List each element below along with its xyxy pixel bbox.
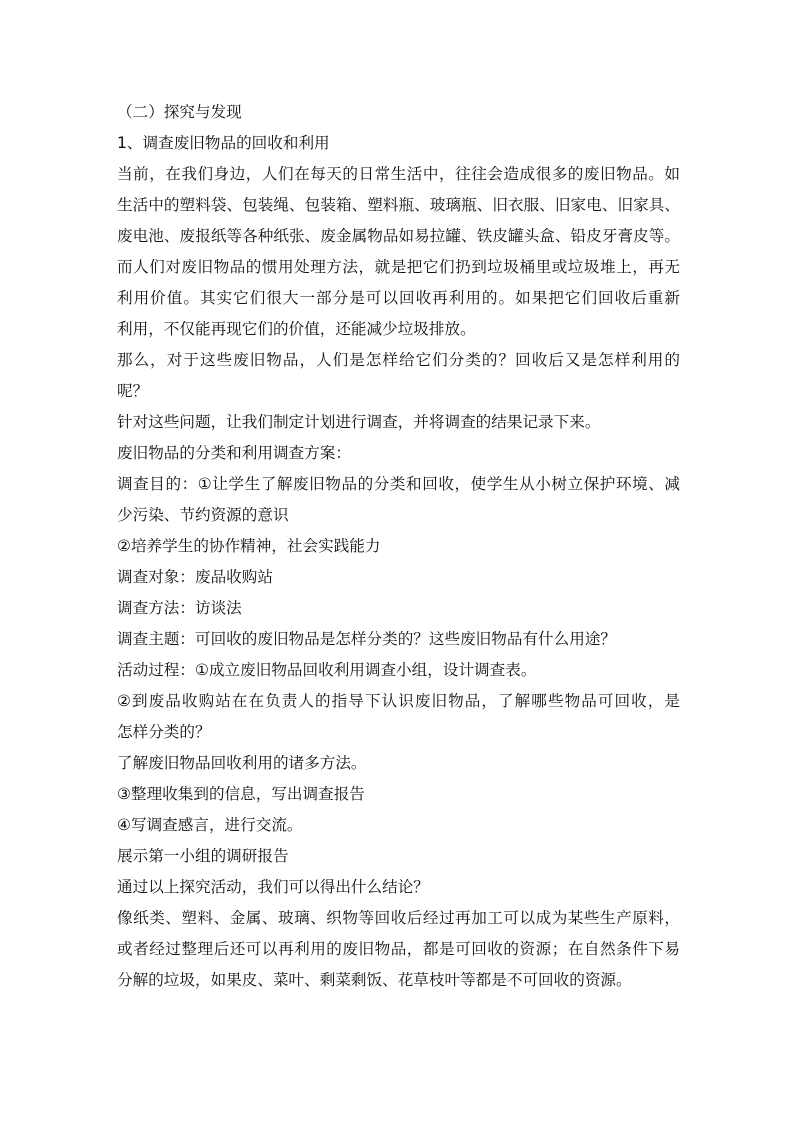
conclusion-line: 像纸类、塑料、金属、玻璃、织物等回收后经过再加工可以成为某些生产原料， — [117, 909, 680, 927]
plan-process-line: ④写调查感言，进行交流。 — [117, 816, 303, 834]
plan-object-line: 调查对象：废品收购站 — [117, 568, 273, 586]
subsection-heading: 1、调查废旧物品的回收和利用 — [117, 134, 330, 152]
plan-process-line: 了解废旧物品回收利用的诸多方法。 — [117, 754, 367, 772]
plan-process-line: 活动过程：①成立废旧物品回收利用调查小组，设计调查表。 — [117, 661, 537, 679]
plan-process-line: ②到废品收购站在在负责人的指导下认识废旧物品，了解哪些物品可回收，是 — [117, 692, 680, 710]
paragraph-line: 呢？ — [117, 382, 149, 400]
paragraph-line: 废电池、废报纸等各种纸张、废金属物品如易拉罐、铁皮罐头盒、铅皮牙膏皮等。 — [117, 227, 680, 245]
section-heading: （二）探究与发现 — [117, 103, 242, 121]
document-body — [117, 97, 680, 996]
plan-heading: 废旧物品的分类和利用调查方案： — [117, 444, 351, 462]
paragraph-line: 生活中的塑料袋、包装绳、包装箱、塑料瓶、玻璃瓶、旧衣服、旧家电、旧家具、 — [117, 196, 680, 214]
plan-topic-line: 调查主题：可回收的废旧物品是怎样分类的？这些废旧物品有什么用途？ — [117, 630, 617, 648]
plan-method-line: 调查方法：访谈法 — [117, 599, 242, 617]
paragraph-line: 利用，不仅能再现它们的价值，还能减少垃圾排放。 — [117, 320, 476, 338]
plan-purpose-line: ②培养学生的协作精神，社会实践能力 — [117, 537, 381, 555]
paragraph-line: 当前，在我们身边，人们在每天的日常生活中，往往会造成很多的废旧物品。如 — [117, 165, 680, 183]
paragraph-line: 针对这些问题，让我们制定计划进行调查，并将调查的结果记录下来。 — [117, 413, 601, 431]
plan-purpose-line: 少污染、节约资源的意识 — [117, 506, 289, 524]
conclusion-question: 通过以上探究活动，我们可以得出什么结论？ — [117, 878, 429, 896]
paragraph-line: 那么，对于这些废旧物品，人们是怎样给它们分类的？回收后又是怎样利用的 — [117, 351, 680, 369]
plan-process-line: ③整理收集到的信息，写出调查报告 — [117, 785, 365, 803]
conclusion-line: 分解的垃圾，如果皮、菜叶、剩菜剩饭、花草枝叶等都是不可回收的资源。 — [117, 971, 632, 989]
plan-process-line: 怎样分类的？ — [117, 723, 211, 741]
report-line: 展示第一小组的调研报告 — [117, 847, 289, 865]
paragraph-line: 而人们对废旧物品的惯用处理方法，就是把它们扔到垃圾桶里或垃圾堆上，再无 — [117, 258, 680, 276]
conclusion-line: 或者经过整理后还可以再利用的废旧物品，都是可回收的资源；在自然条件下易 — [117, 940, 680, 958]
paragraph-line: 利用价值。其实它们很大一部分是可以回收再利用的。如果把它们回收后重新 — [117, 289, 680, 307]
plan-purpose-line: 调查目的：①让学生了解废旧物品的分类和回收，使学生从小树立保护环境、减 — [117, 475, 680, 493]
